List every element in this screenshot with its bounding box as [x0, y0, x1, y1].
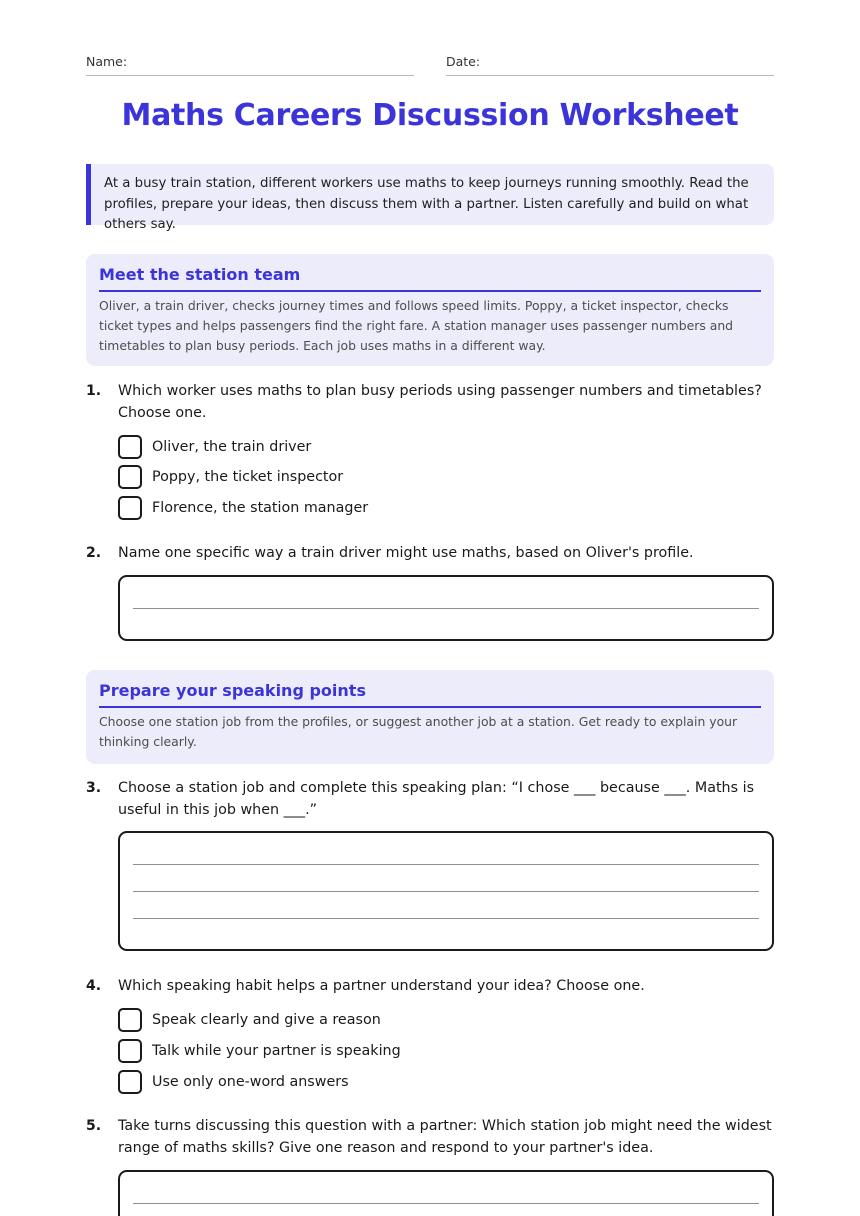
header-fields	[86, 54, 774, 76]
section-body: Choose one station job from the profiles, or suggest another job at a station. Get ready to explain your thinking clearly.	[99, 714, 738, 749]
question-number: 1.	[86, 383, 102, 399]
section-speaking-points	[86, 670, 774, 764]
question-number: 5.	[86, 1118, 102, 1134]
question-text: Which speaking habit helps a partner understand your idea? Choose one.	[118, 978, 645, 994]
checkbox[interactable]	[118, 496, 142, 520]
checkbox[interactable]	[118, 1070, 142, 1094]
name-field[interactable]	[86, 54, 414, 76]
question-number: 2.	[86, 545, 102, 561]
question-number: 3.	[86, 780, 102, 796]
intro-callout: At a busy train station, different workers use maths to keep journeys running smoothly. Read the profiles, prepare your ideas, then discuss them with a partner. Listen carefully and build on what others say.	[86, 164, 774, 225]
writing-line	[133, 891, 759, 892]
page-title: Maths Careers Discussion Worksheet	[121, 98, 739, 133]
date-label: Date:	[446, 54, 481, 69]
date-field[interactable]	[446, 54, 774, 76]
question-text: Which worker uses maths to plan busy periods using passenger numbers and timetables? Choose one.	[118, 383, 762, 421]
question-text: Take turns discussing this question with a partner: Which station job might need the widest range of maths skills? Give one reason and respond to your partner's idea.	[118, 1118, 772, 1156]
section-meet-team	[86, 254, 774, 366]
section-heading: Prepare your speaking points	[99, 680, 761, 708]
answer-box[interactable]	[118, 831, 774, 951]
question-text: Choose a station job and complete this speaking plan: “I chose ___ because ___. Maths is useful in this job when ___.”	[118, 780, 755, 818]
checkbox[interactable]	[118, 465, 142, 489]
option-label: Oliver, the train driver	[152, 439, 312, 455]
section-heading: Meet the station team	[99, 264, 761, 292]
writing-line	[133, 918, 759, 919]
checkbox[interactable]	[118, 1039, 142, 1063]
answer-box[interactable]	[118, 1170, 774, 1216]
name-label: Name:	[86, 54, 128, 69]
question-number: 4.	[86, 978, 102, 994]
question-text: Name one specific way a train driver might use maths, based on Oliver's profile.	[118, 545, 694, 561]
option-label: Poppy, the ticket inspector	[152, 469, 344, 485]
option-label: Speak clearly and give a reason	[152, 1012, 381, 1028]
checkbox[interactable]	[118, 435, 142, 459]
answer-box[interactable]	[118, 575, 774, 641]
writing-line	[133, 608, 759, 609]
checkbox[interactable]	[118, 1008, 142, 1032]
writing-line	[133, 1203, 759, 1204]
option-label: Use only one-word answers	[152, 1074, 349, 1090]
writing-line	[133, 864, 759, 865]
option-label: Florence, the station manager	[152, 500, 369, 516]
option-label: Talk while your partner is speaking	[152, 1043, 401, 1059]
section-body: Oliver, a train driver, checks journey times and follows speed limits. Poppy, a ticket inspector, checks ticket types and helps passengers find the right fare. A station manager uses passenger numbers and timetables to plan busy periods. Each job uses maths in a different way.	[99, 298, 734, 353]
